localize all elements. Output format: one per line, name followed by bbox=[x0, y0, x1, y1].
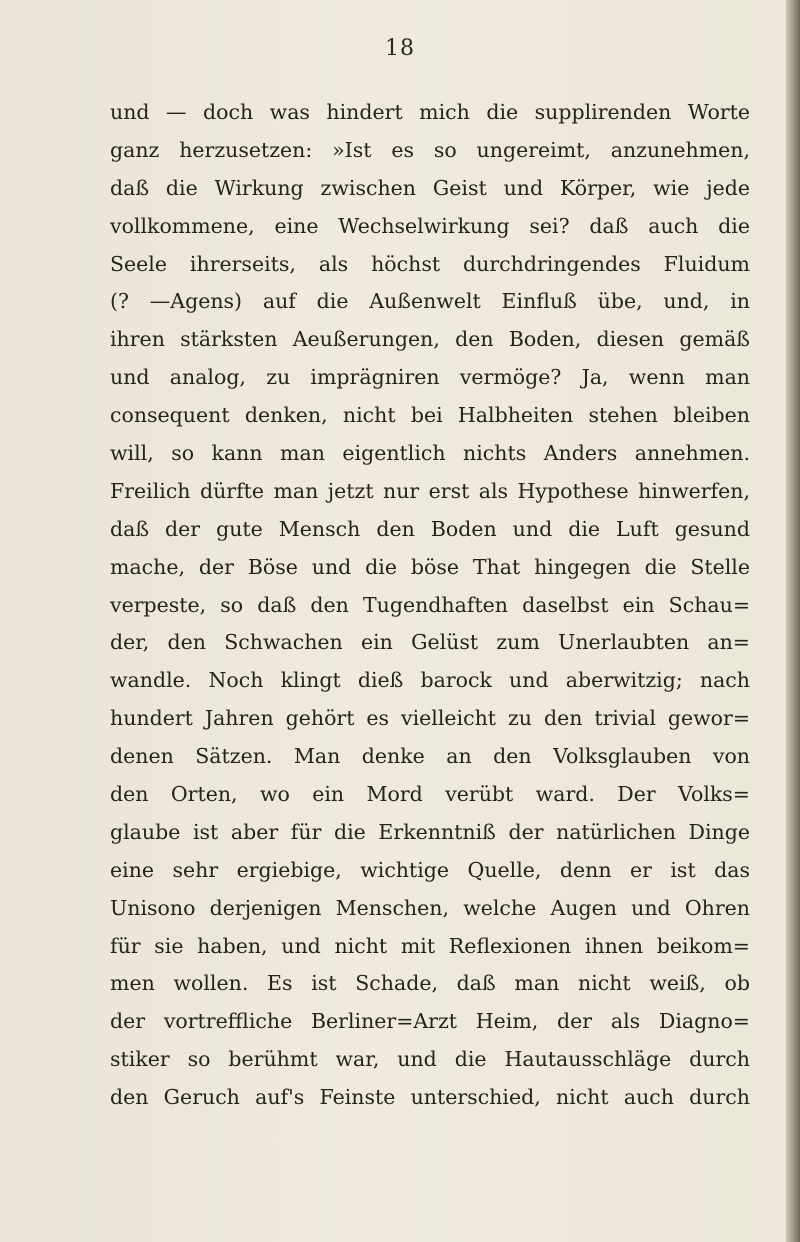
text-line: ihren stärksten Aeußerungen, den Boden, diesen gemäß bbox=[110, 327, 750, 352]
text-line: men wollen. Es ist Schade, daß man nicht weiß, ob bbox=[110, 971, 750, 996]
text-line: stiker so berühmt war, und die Hautausschläge durch bbox=[110, 1047, 750, 1072]
text-line: den Geruch auf's Feinste unterschied, nicht auch durch bbox=[110, 1085, 750, 1110]
text-line: Seele ihrerseits, als höchst durchdringendes Fluidum bbox=[110, 251, 750, 276]
text-line: Freilich dürfte man jetzt nur erst als Hypothese hinwerfen, bbox=[110, 478, 750, 503]
text-line: ganz herzusetzen: »Ist es so ungereimt, anzunehmen, bbox=[110, 137, 750, 162]
text-line: der vortreffliche Berliner=Arzt Heim, der als Diagno= bbox=[110, 1009, 750, 1034]
text-line: Unisono derjenigen Menschen, welche Augen und Ohren bbox=[110, 895, 750, 920]
body-text bbox=[110, 94, 750, 1117]
text-line: wandle. Noch klingt dieß barock und aberwitzig; nach bbox=[110, 668, 750, 693]
text-line: den Orten, wo ein Mord verübt ward. Der Volks= bbox=[110, 782, 750, 807]
text-line: hundert Jahren gehört es vielleicht zu den trivial gewor= bbox=[110, 706, 750, 731]
text-line: der, den Schwachen ein Gelüst zum Unerlaubten an= bbox=[110, 630, 750, 655]
text-line: verpeste, so daß den Tugendhaften daselbst ein Schau= bbox=[110, 592, 750, 617]
text-line: (? —Agens) auf die Außenwelt Einfluß übe, und, in bbox=[110, 289, 750, 314]
text-line: und analog, zu imprägniren vermöge? Ja, wenn man bbox=[110, 365, 750, 390]
page-binding-edge bbox=[786, 0, 800, 1242]
text-line: consequent denken, nicht bei Halbheiten stehen bleiben bbox=[110, 403, 750, 428]
text-line: daß der gute Mensch den Boden und die Luft gesund bbox=[110, 516, 750, 541]
text-line: mache, der Böse und die böse That hingegen die Stelle bbox=[110, 554, 750, 579]
text-line: für sie haben, und nicht mit Reflexionen ihnen beikom= bbox=[110, 933, 750, 958]
text-line: denen Sätzen. Man denke an den Volksglauben von bbox=[110, 744, 750, 769]
text-line: daß die Wirkung zwischen Geist und Körper, wie jede bbox=[110, 175, 750, 200]
text-line: und — doch was hindert mich die supplirenden Worte bbox=[110, 100, 750, 124]
text-line: eine sehr ergiebige, wichtige Quelle, denn er ist das bbox=[110, 857, 750, 882]
page-number: 18 bbox=[385, 36, 415, 61]
text-line: vollkommene, eine Wechselwirkung sei? daß auch die bbox=[110, 213, 750, 238]
text-line: glaube ist aber für die Erkenntniß der natürlichen Dinge bbox=[110, 819, 750, 844]
text-line: will, so kann man eigentlich nichts Anders annehmen. bbox=[110, 441, 750, 466]
